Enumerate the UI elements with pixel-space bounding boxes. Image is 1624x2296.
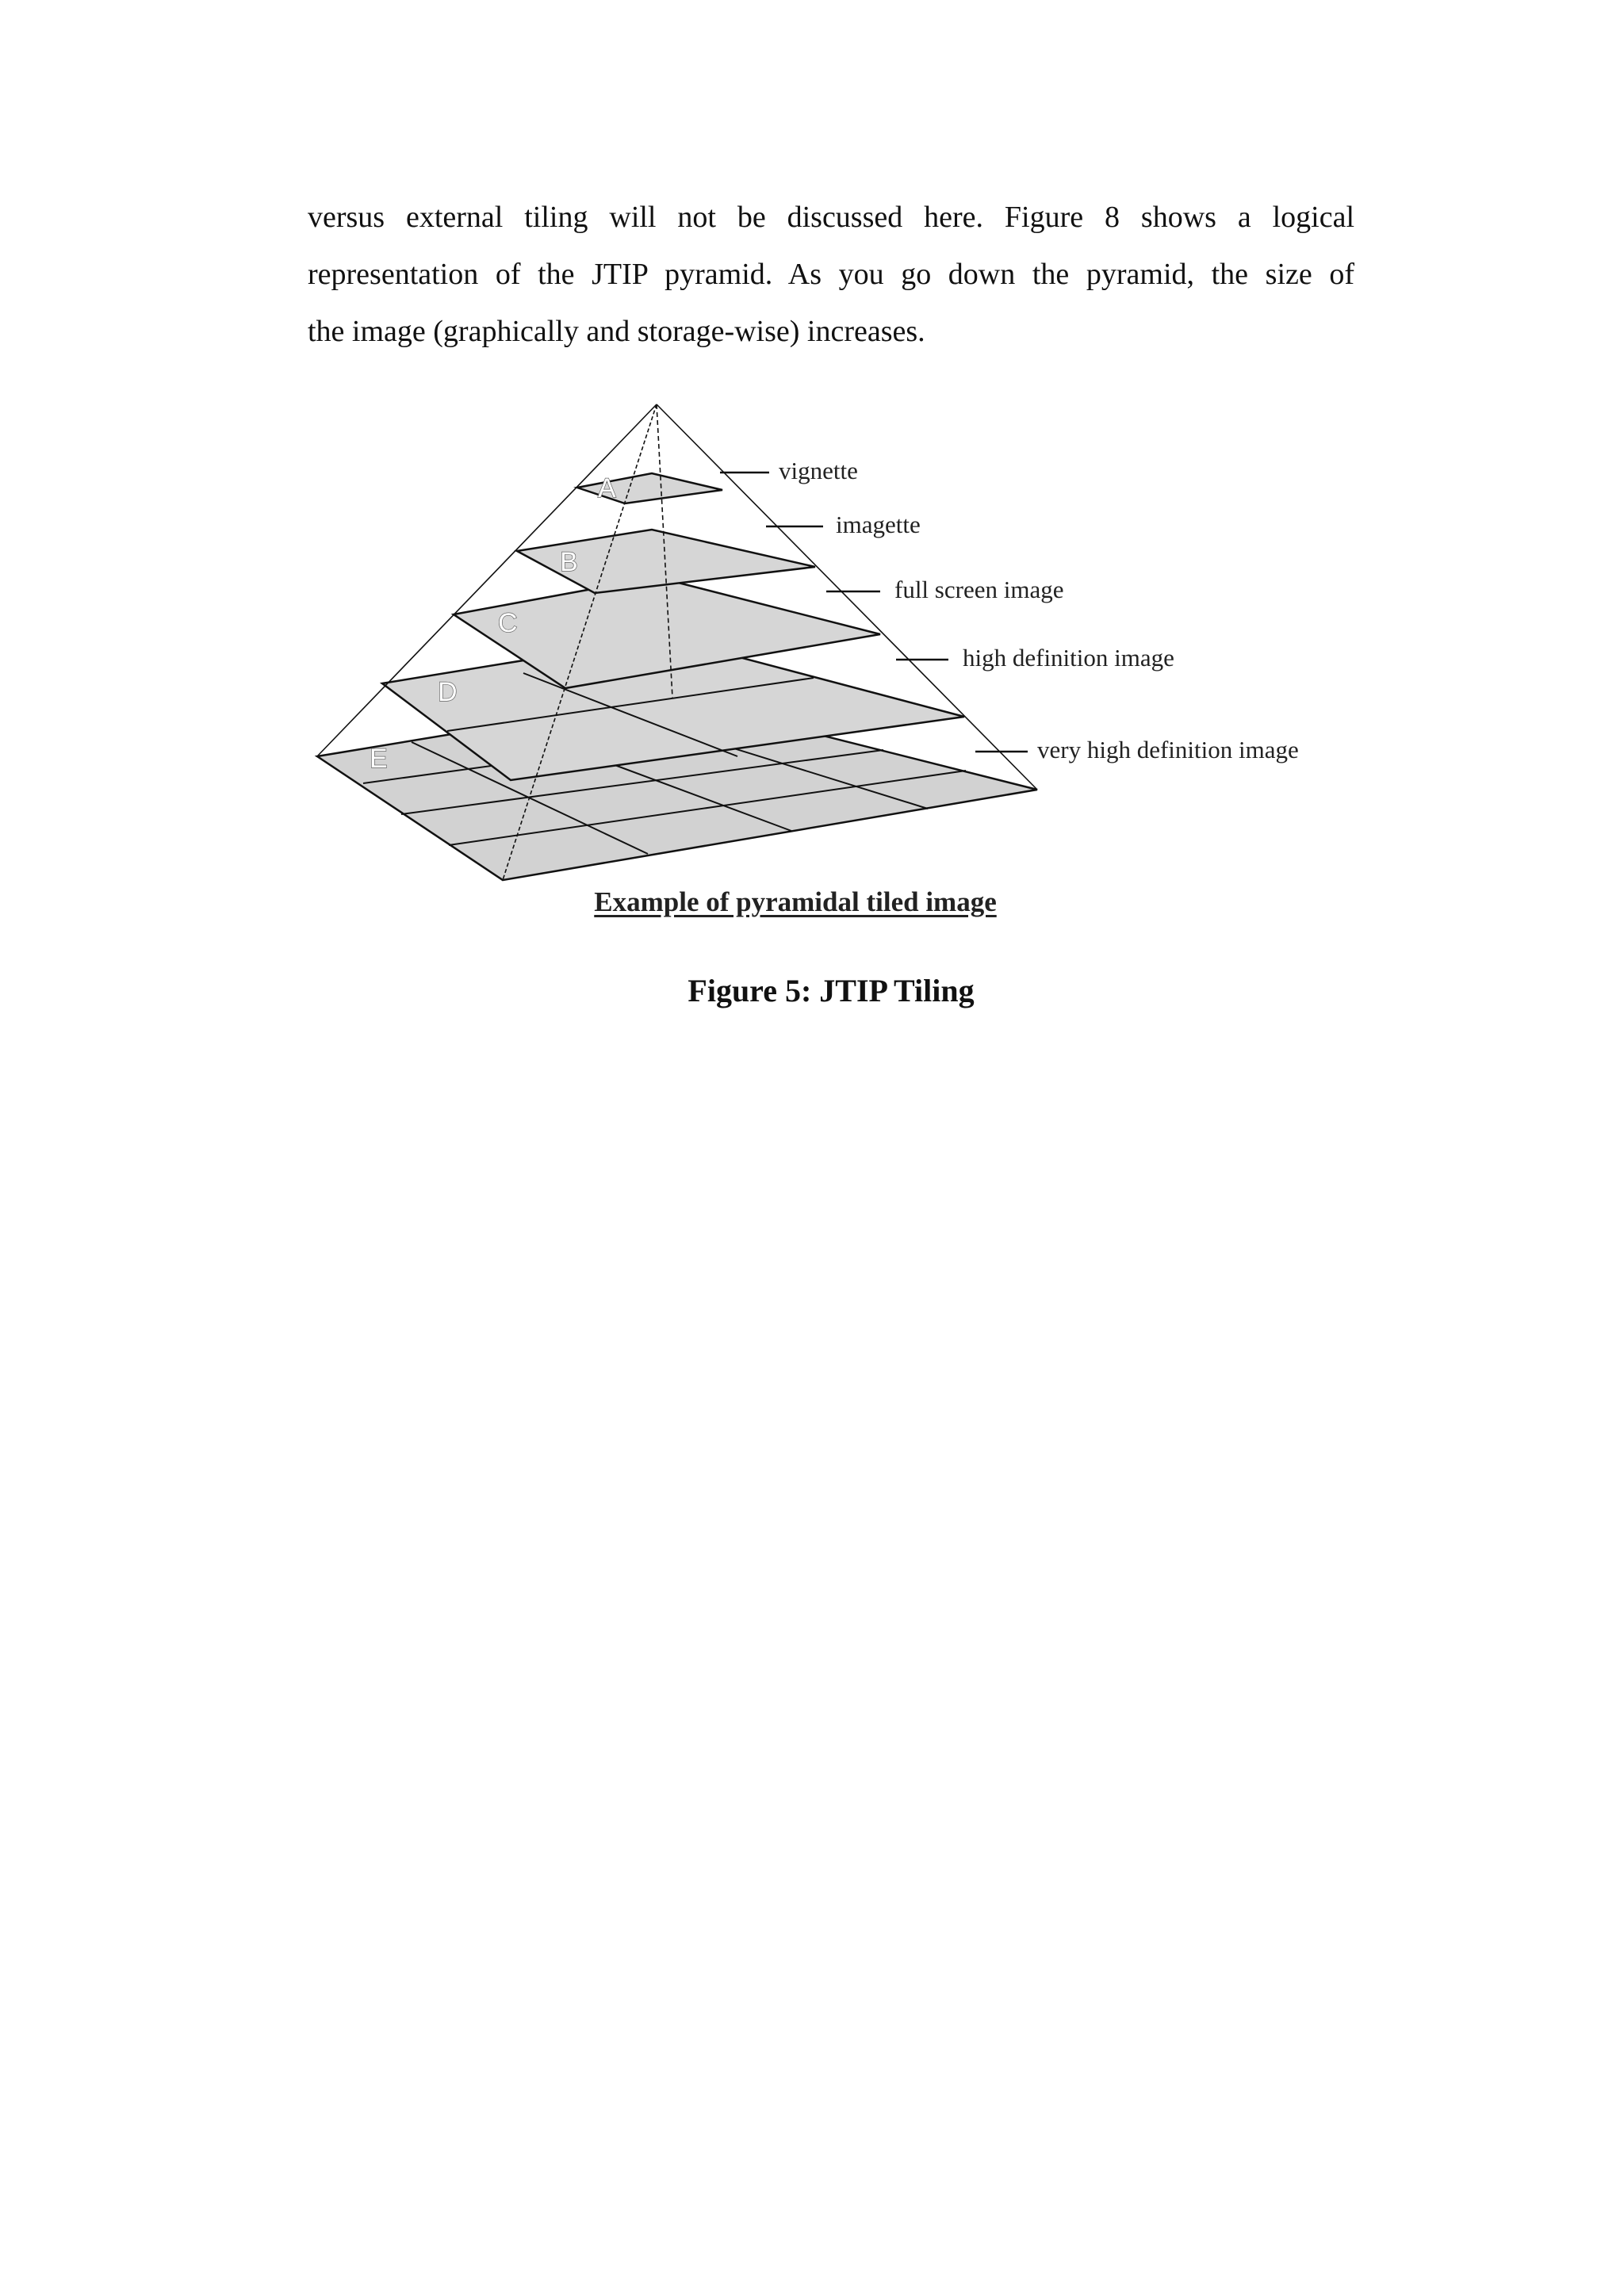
tier-letter-b: B [560,547,578,577]
tier-letter-d: D [438,677,458,707]
label-imagette: imagette [836,511,921,538]
pyramid-diagram [308,396,1354,951]
label-high-definition: high definition image [963,644,1174,672]
paragraph-line: the image (graphically and storage-wise) increases. [308,315,925,348]
tier-letter-a: A [598,473,616,503]
label-very-high-definition: very high definition image [1037,736,1299,763]
paragraph-line: versus external tiling will not be discussed here. Figure 8 shows a logical [308,201,1354,234]
tier-letter-e: E [370,744,388,774]
label-vignette: vignette [779,457,858,484]
figure-inner-caption: Example of pyramidal tiled image [594,886,997,917]
figure-caption: Figure 5: JTIP Tiling [688,973,975,1008]
body-paragraph [308,189,1354,360]
paragraph-line: representation of the JTIP pyramid. As you go down the pyramid, the size of [308,258,1354,291]
pyramid-figure [308,396,1354,951]
label-full-screen: full screen image [894,576,1064,603]
tier-letter-c: C [498,608,518,638]
